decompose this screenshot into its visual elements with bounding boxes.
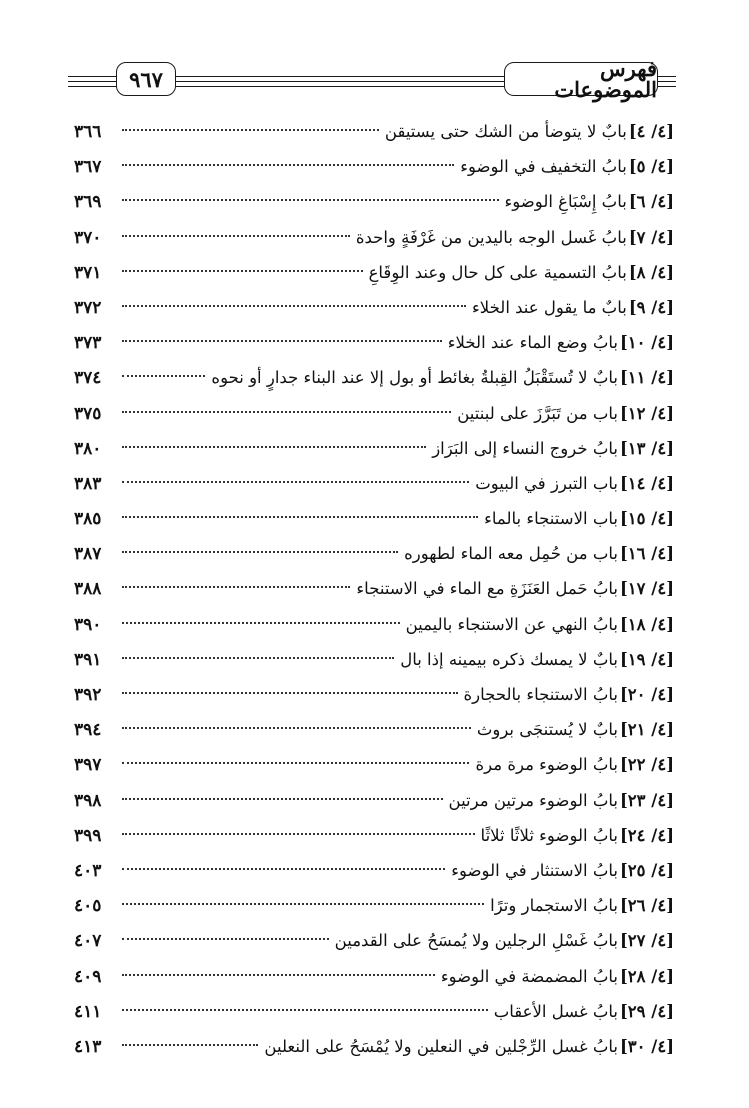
toc-entry: [74, 501, 674, 536]
toc-entry: [74, 712, 674, 747]
entry-title: بابٌ ما يقول عند الخلاء: [472, 297, 627, 317]
entry-title: بابُ حَمل العَنَزَةِ مع الماء في الاستنجاء: [356, 579, 618, 599]
entry-title: بابُ الاستنجاء بالحجارة: [463, 685, 618, 704]
toc-entry: [74, 959, 674, 994]
dot-leader: [122, 411, 451, 413]
dot-leader: [122, 235, 350, 237]
entry-page-number: ٣٧٢: [74, 297, 102, 318]
entry-title: بابٌ لا تُستَقْبَلُ القِبلةُ بغائط أو بول إلا عند البناء جدارٍ أو نحوه: [211, 368, 618, 388]
entry-title: بابُ النهي عن الاستنجاء باليمين: [405, 614, 618, 634]
entry-index: [٤/ ١٢]: [619, 403, 674, 423]
entry-page-number: ٣٩٤: [74, 720, 102, 741]
entry-title: بابُ الوضوء مرتين مرتين: [448, 790, 618, 810]
entry-index: [٤/ ٢٨]: [619, 966, 674, 986]
entry-index: [٤/ ٢٣]: [619, 790, 674, 810]
entry-page-number: ٣٩٢: [74, 685, 102, 705]
entry-index: [٤/ ٧]: [628, 227, 674, 247]
dot-leader: [122, 586, 350, 588]
entry-title: بابُ غسل الرِّجْلين في النعلين ولا يُمْسَحُ على النعلين: [264, 1036, 618, 1056]
dot-leader: [122, 692, 458, 694]
page-number: [116, 62, 176, 96]
entry-page-number: ٣٧٣: [74, 333, 102, 354]
entry-page-number: ٤٠٥: [74, 896, 102, 917]
entry-title: باب الاستنجاء بالماء: [484, 509, 618, 529]
entry-title: بابُ الوضوء مرة مرة: [475, 755, 618, 775]
entry-page-number: ٤١٣: [74, 1036, 102, 1057]
entry-title: بابُ التسمية على كل حال وعند الوِقَاعِ: [368, 262, 627, 282]
entry-title: بابُ إِسْبَاغِ الوضوء: [504, 192, 627, 212]
toc-entry: [74, 994, 674, 1029]
entry-title: بابُ الوضوء ثلاثًا ثلاثًا: [480, 825, 618, 845]
entry-title: بابُ وضع الماء عند الخلاء: [447, 333, 618, 353]
dot-leader: [122, 938, 329, 940]
entry-index: [٤/ ١١]: [619, 368, 674, 388]
entry-page-number: ٣٦٦: [74, 122, 102, 142]
entry-page-number: ٣٨٥: [74, 509, 102, 530]
entry-index: [٤/ ٨]: [628, 262, 674, 282]
entry-index: [٤/ ٤]: [628, 122, 674, 141]
dot-leader: [122, 903, 484, 905]
entry-title: باب من تَبَرَّزَ على لبنتين: [457, 403, 618, 423]
entry-page-number: ٣٦٧: [74, 157, 102, 178]
entry-page-number: ٣٩٨: [74, 790, 102, 811]
dot-leader: [122, 270, 363, 272]
toc-entry: [74, 220, 674, 255]
dot-leader: [122, 833, 475, 835]
entry-index: [٤/ ١٧]: [619, 579, 674, 599]
toc-entry: [74, 642, 674, 677]
toc-entry: [74, 396, 674, 431]
entry-title: بابُ غَسْلِ الرجلين ولا يُمسَحُ على القدمين: [334, 931, 618, 951]
entry-page-number: ٣٩٠: [74, 614, 102, 635]
entry-index: [٤/ ١٨]: [619, 614, 674, 634]
entry-title: بابٌ لا يمسك ذكره بيمينه إذا بال: [400, 649, 618, 669]
dot-leader: [122, 798, 443, 800]
toc-entry: [74, 325, 674, 360]
dot-leader: [122, 199, 499, 201]
toc-entry: [74, 149, 674, 184]
entry-index: [٤/ ١٦]: [619, 544, 674, 564]
toc-entry: [74, 888, 674, 923]
toc-entry: [74, 255, 674, 290]
toc-entry: [74, 677, 674, 712]
toc-entry: [74, 853, 674, 888]
entry-title: بابُ المضمضة في الوضوء: [440, 966, 618, 986]
dot-leader: [122, 129, 379, 131]
toc-entry: [74, 290, 674, 325]
entry-index: [٤/ ٥]: [628, 157, 674, 177]
dot-leader: [122, 375, 205, 377]
entry-title: باب من حُمِل معه الماء لطهوره: [404, 544, 618, 564]
entry-title: باب التبرز في البيوت: [475, 473, 618, 493]
entry-index: [٤/ ٢٢]: [619, 755, 674, 775]
entry-index: [٤/ ٣٠]: [619, 1036, 674, 1056]
dot-leader: [122, 305, 466, 307]
entry-index: [٤/ ١٥]: [619, 509, 674, 529]
dot-leader: [122, 516, 478, 518]
entry-index: [٤/ ١٠]: [619, 333, 674, 353]
page-header: [68, 56, 676, 102]
entry-index: [٤/ ٢١]: [619, 720, 674, 740]
entry-page-number: ٤٠٩: [74, 966, 102, 987]
toc-entry: [74, 923, 674, 958]
entry-page-number: ٤١١: [74, 1001, 102, 1022]
dot-leader: [122, 1044, 258, 1046]
running-title: [504, 56, 658, 102]
toc-entry: [74, 431, 674, 466]
toc-entry: [74, 818, 674, 853]
toc-entry: [74, 783, 674, 818]
entry-page-number: ٣٨٣: [74, 473, 102, 494]
toc-entry: [74, 607, 674, 642]
entry-title: بابُ غَسل الوجه باليدين من غَرْفَةٍ واحدة: [355, 227, 627, 247]
toc-entry: [74, 747, 674, 782]
entry-page-number: ٤٠٧: [74, 931, 102, 952]
dot-leader: [122, 657, 394, 659]
entry-index: [٤/ ١٩]: [619, 649, 674, 669]
toc-entry: [74, 184, 674, 219]
dot-leader: [122, 340, 442, 342]
dot-leader: [122, 1009, 488, 1011]
entry-index: [٤/ ٢٧]: [619, 931, 674, 951]
entry-page-number: ٣٩٧: [74, 755, 102, 776]
dot-leader: [122, 762, 469, 764]
toc-entry: [74, 466, 674, 501]
entry-index: [٤/ ٢٤]: [619, 825, 674, 845]
entry-page-number: ٣٨٠: [74, 438, 102, 459]
entry-index: [٤/ ٢٦]: [619, 896, 674, 916]
entry-page-number: ٣٩٩: [74, 825, 102, 846]
entry-index: [٤/ ٦]: [628, 192, 674, 212]
entry-title: بابُ غسل الأعقاب: [493, 1001, 618, 1021]
entry-title: بابٌ لا يتوضأ من الشك حتى يستيقن: [384, 122, 627, 141]
dot-leader: [122, 727, 471, 729]
dot-leader: [122, 551, 398, 553]
entry-page-number: ٣٧٤: [74, 368, 102, 389]
entry-index: [٤/ ٩]: [628, 297, 674, 317]
entry-title: بابُ الاستجمار وترًا: [490, 896, 618, 916]
entry-title: بابُ التخفيف في الوضوء: [460, 157, 627, 177]
dot-leader: [122, 481, 469, 483]
entry-page-number: ٣٧٠: [74, 227, 102, 248]
entry-index: [٤/ ١٤]: [619, 473, 674, 493]
toc-entry: [74, 536, 674, 571]
entry-title: بابُ خروج النساء إلى البَرَاز: [432, 438, 618, 458]
page-number-text: ٩٦٧: [129, 66, 163, 92]
dot-leader: [122, 868, 445, 870]
toc-entry: [74, 114, 674, 149]
entry-index: [٤/ ١٣]: [619, 438, 674, 458]
entry-page-number: ٤٠٣: [74, 860, 102, 881]
entry-index: [٤/ ٢٩]: [619, 1001, 674, 1021]
entry-title: بابٌ لا يُستنجَى بروث: [476, 720, 618, 740]
entry-page-number: ٣٧١: [74, 262, 102, 283]
table-of-contents: [74, 114, 674, 1064]
entry-title: بابُ الاستنثار في الوضوء: [451, 860, 618, 880]
entry-page-number: ٣٧٥: [74, 403, 102, 424]
toc-entry: [74, 571, 674, 606]
entry-page-number: ٣٨٧: [74, 544, 102, 565]
entry-page-number: ٣٨٨: [74, 579, 102, 600]
running-title-text: فهرس الموضوعات: [554, 56, 657, 102]
entry-index: [٤/ ٢٥]: [619, 860, 674, 880]
toc-entry: [74, 360, 674, 395]
entry-page-number: ٣٦٩: [74, 192, 102, 213]
dot-leader: [122, 974, 435, 976]
toc-entry: [74, 1029, 674, 1064]
entry-index: [٤/ ٢٠]: [619, 685, 674, 704]
dot-leader: [122, 164, 454, 166]
entry-page-number: ٣٩١: [74, 649, 102, 670]
dot-leader: [122, 622, 400, 624]
dot-leader: [122, 446, 426, 448]
